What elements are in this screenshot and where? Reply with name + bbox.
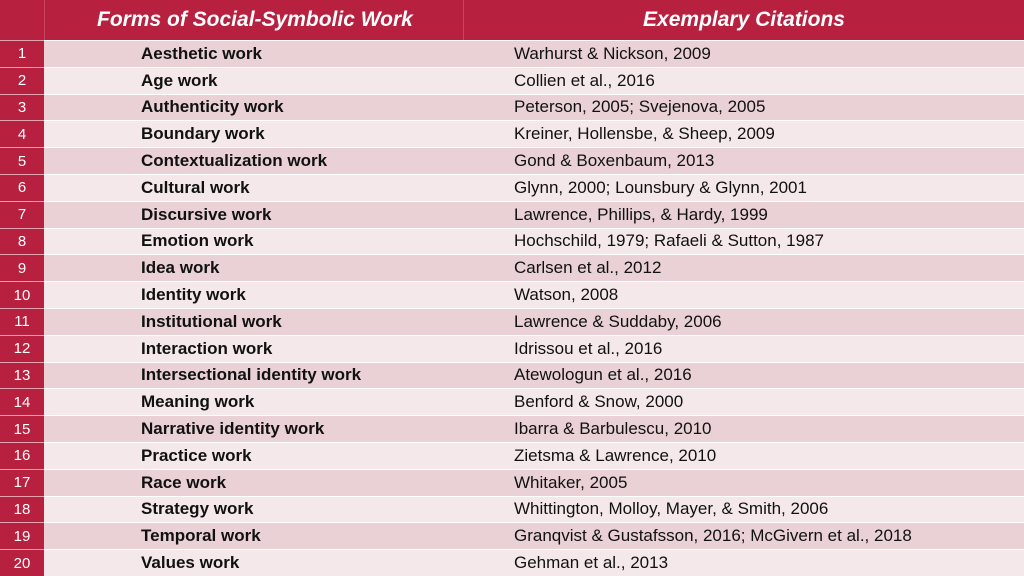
form-of-work-cell: Strategy work	[44, 496, 463, 523]
form-of-work-cell: Age work	[44, 67, 463, 94]
row-number: 4	[0, 120, 44, 147]
row-number: 18	[0, 496, 44, 523]
citation-cell: Collien et al., 2016	[463, 67, 1024, 94]
header-number-cell	[0, 0, 44, 40]
form-of-work-cell: Intersectional identity work	[44, 362, 463, 389]
row-number: 7	[0, 201, 44, 228]
row-number: 5	[0, 147, 44, 174]
form-of-work-cell: Authenticity work	[44, 94, 463, 121]
row-number: 6	[0, 174, 44, 201]
row-number: 15	[0, 415, 44, 442]
citation-cell: Peterson, 2005; Svejenova, 2005	[463, 94, 1024, 121]
form-of-work-cell: Idea work	[44, 254, 463, 281]
form-of-work-cell: Temporal work	[44, 522, 463, 549]
row-number: 20	[0, 549, 44, 576]
citation-cell: Glynn, 2000; Lounsbury & Glynn, 2001	[463, 174, 1024, 201]
header-citations: Exemplary Citations	[463, 0, 1024, 40]
citation-cell: Zietsma & Lawrence, 2010	[463, 442, 1024, 469]
form-of-work-cell: Identity work	[44, 281, 463, 308]
citation-cell: Watson, 2008	[463, 281, 1024, 308]
form-of-work-cell: Contextualization work	[44, 147, 463, 174]
form-of-work-cell: Interaction work	[44, 335, 463, 362]
row-number: 11	[0, 308, 44, 335]
row-number: 9	[0, 254, 44, 281]
citation-cell: Kreiner, Hollensbe, & Sheep, 2009	[463, 120, 1024, 147]
form-of-work-cell: Emotion work	[44, 228, 463, 255]
row-number: 17	[0, 469, 44, 496]
form-of-work-cell: Race work	[44, 469, 463, 496]
row-number: 2	[0, 67, 44, 94]
row-number: 13	[0, 362, 44, 389]
form-of-work-cell: Discursive work	[44, 201, 463, 228]
row-number: 1	[0, 40, 44, 67]
citation-cell: Carlsen et al., 2012	[463, 254, 1024, 281]
row-number: 19	[0, 522, 44, 549]
form-of-work-cell: Institutional work	[44, 308, 463, 335]
citation-cell: Atewologun et al., 2016	[463, 362, 1024, 389]
form-of-work-cell: Values work	[44, 549, 463, 576]
form-of-work-cell: Cultural work	[44, 174, 463, 201]
row-number: 12	[0, 335, 44, 362]
citation-cell: Lawrence & Suddaby, 2006	[463, 308, 1024, 335]
citation-cell: Idrissou et al., 2016	[463, 335, 1024, 362]
form-of-work-cell: Meaning work	[44, 388, 463, 415]
citation-cell: Benford & Snow, 2000	[463, 388, 1024, 415]
citation-cell: Whitaker, 2005	[463, 469, 1024, 496]
row-number: 3	[0, 94, 44, 121]
row-number: 10	[0, 281, 44, 308]
row-number: 8	[0, 228, 44, 255]
form-of-work-cell: Narrative identity work	[44, 415, 463, 442]
citation-cell: Granqvist & Gustafsson, 2016; McGivern et al., 2018	[463, 522, 1024, 549]
citation-cell: Gehman et al., 2013	[463, 549, 1024, 576]
form-of-work-cell: Boundary work	[44, 120, 463, 147]
row-number: 16	[0, 442, 44, 469]
header-forms: Forms of Social-Symbolic Work	[44, 0, 463, 40]
citation-cell: Whittington, Molloy, Mayer, & Smith, 2006	[463, 496, 1024, 523]
row-number: 14	[0, 388, 44, 415]
citation-cell: Gond & Boxenbaum, 2013	[463, 147, 1024, 174]
citation-cell: Lawrence, Phillips, & Hardy, 1999	[463, 201, 1024, 228]
citation-cell: Warhurst & Nickson, 2009	[463, 40, 1024, 67]
citation-cell: Ibarra & Barbulescu, 2010	[463, 415, 1024, 442]
form-of-work-cell: Aesthetic work	[44, 40, 463, 67]
form-of-work-cell: Practice work	[44, 442, 463, 469]
citation-cell: Hochschild, 1979; Rafaeli & Sutton, 1987	[463, 228, 1024, 255]
